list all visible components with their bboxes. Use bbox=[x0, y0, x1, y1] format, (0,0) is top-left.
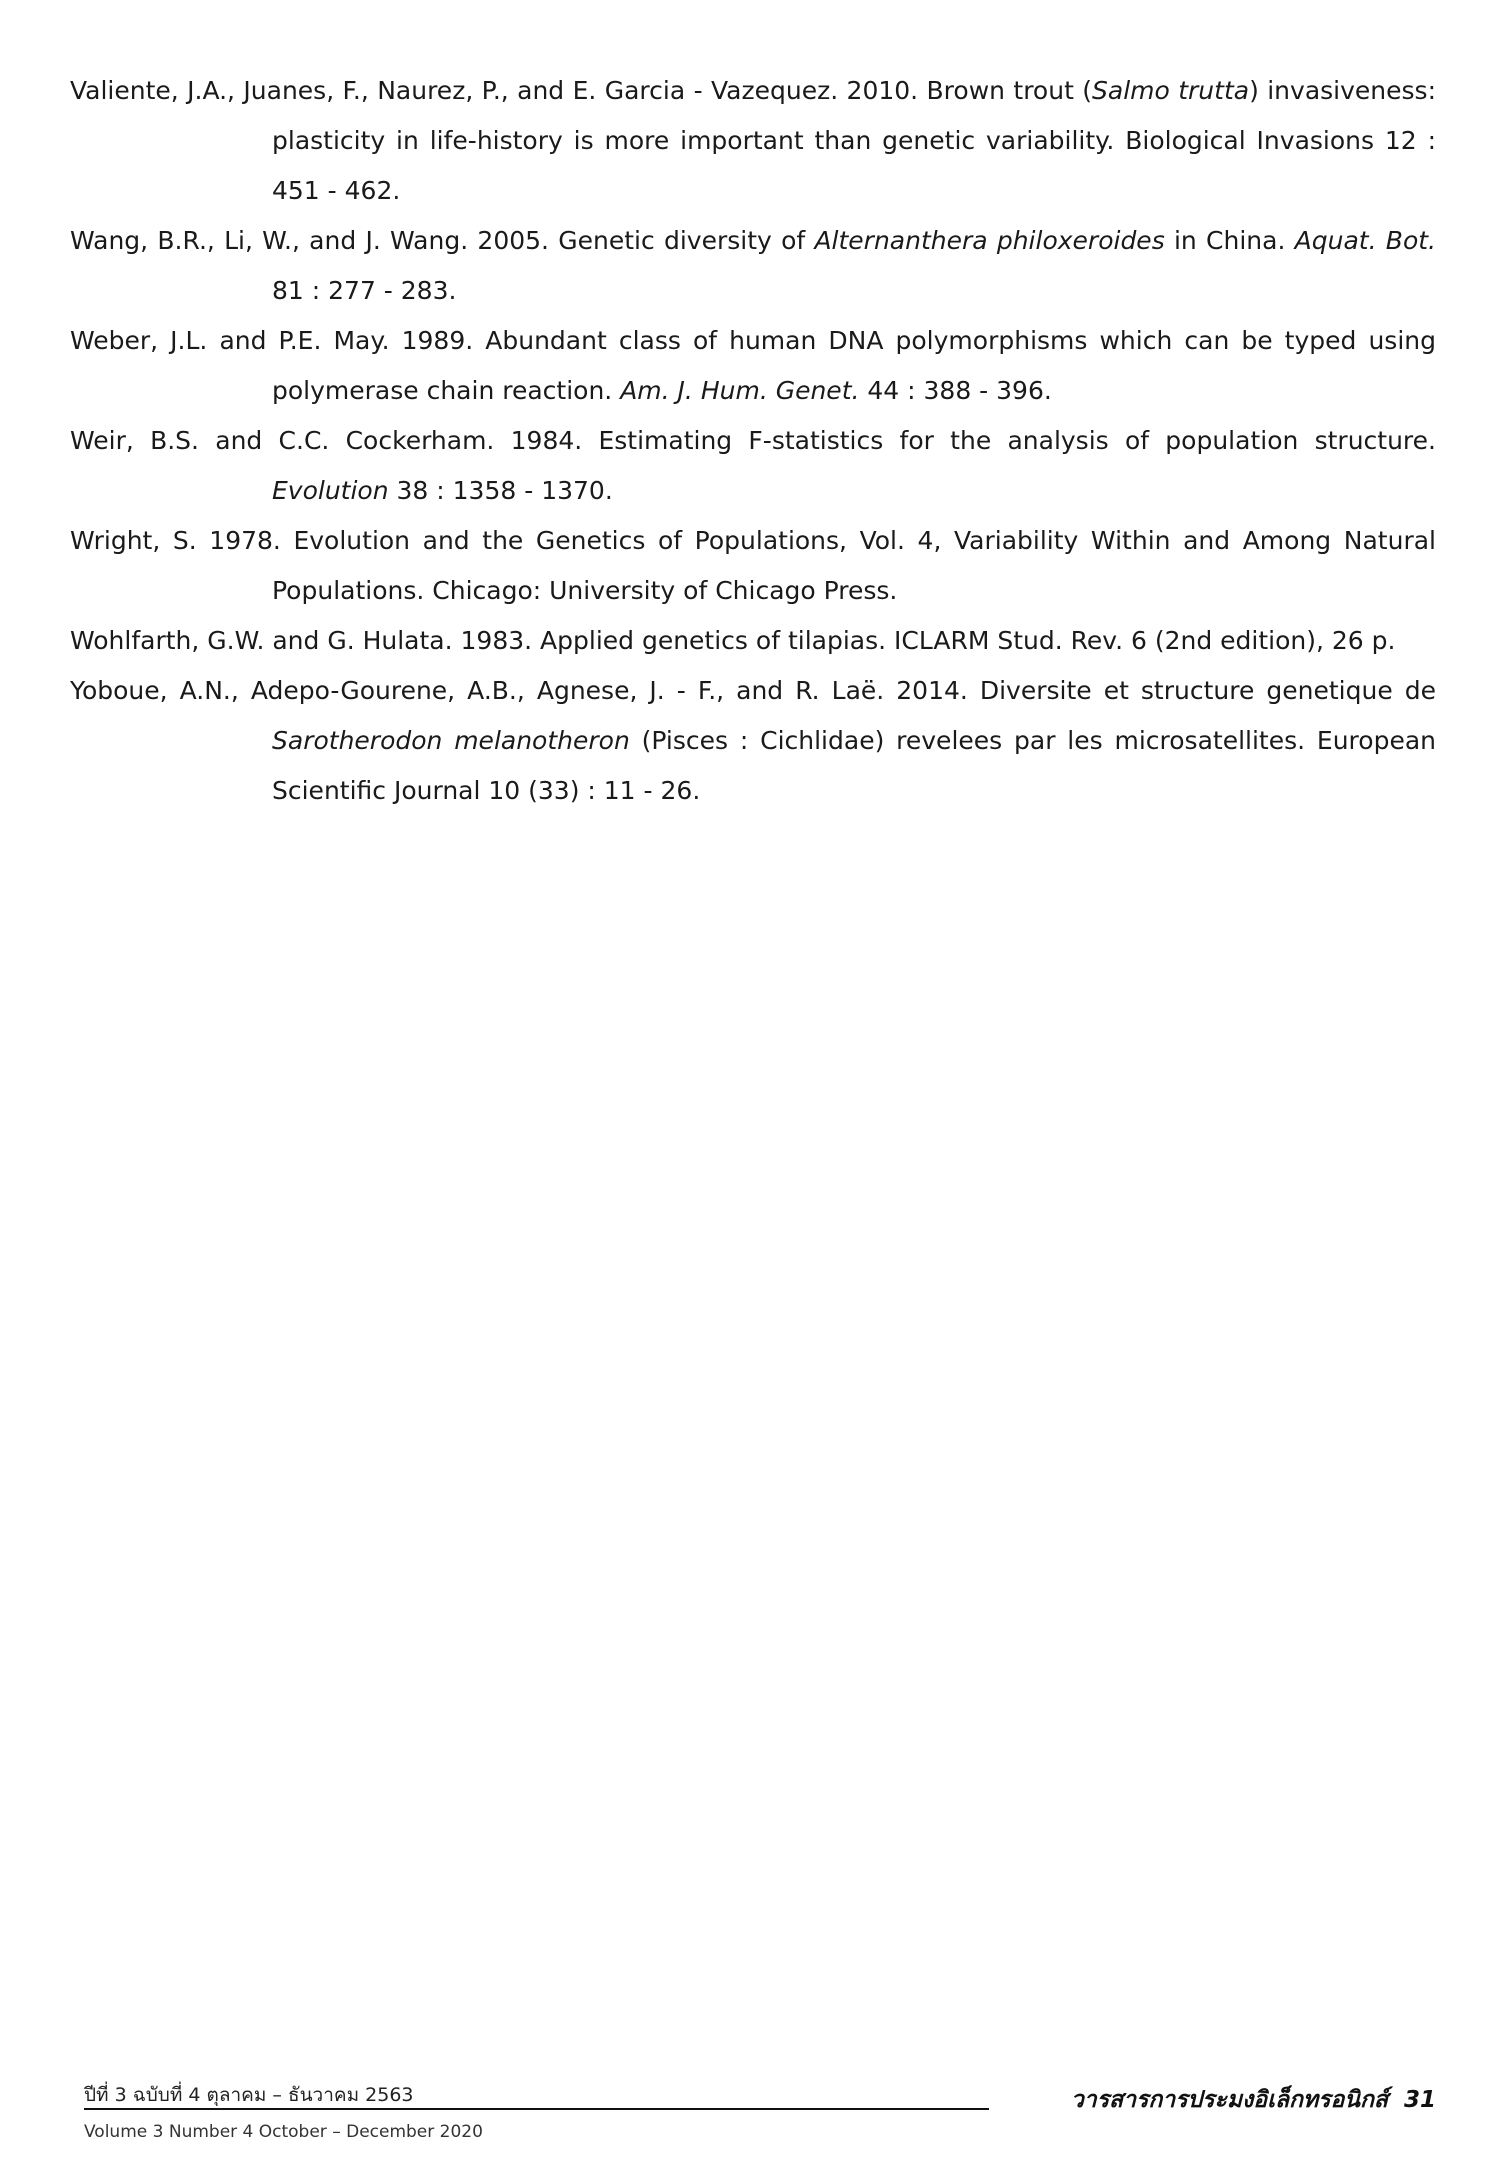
reference-text: in China. bbox=[1164, 226, 1295, 255]
reference-italic-text: Sarotherodon melanotheron bbox=[272, 726, 630, 755]
issue-info-thai: ปีที่ 3 ฉบับที่ 4 ตุลาคม – ธันวาคม 2563 bbox=[84, 2084, 414, 2106]
issue-info-english: Volume 3 Number 4 October – December 2020 bbox=[84, 2122, 483, 2142]
reference-italic-text: Aquat. Bot. bbox=[1294, 226, 1436, 255]
reference-text: Weir, B.S. and C.C. Cockerham. 1984. Estimating F-statistics for the analysis of population structure. bbox=[70, 426, 1436, 455]
reference-text: 38 : 1358 - 1370. bbox=[388, 476, 613, 505]
reference-entry bbox=[70, 316, 1436, 416]
reference-entry bbox=[70, 616, 1436, 666]
journal-name-thai: วารสารการประมงอิเล็กทรอนิกส์ bbox=[1070, 2087, 1388, 2113]
reference-text: Valiente, J.A., Juanes, F., Naurez, P., and E. Garcia - Vazequez. 2010. Brown trout ( bbox=[70, 76, 1093, 105]
reference-italic-text: Alternanthera philoxeroides bbox=[814, 226, 1165, 255]
reference-text: (Pisces : Cichlidae) revelees par les microsatellites. European Scientific Journal 10 (33) : 11 - 26. bbox=[272, 726, 1436, 805]
reference-entry bbox=[70, 216, 1436, 316]
reference-italic-text: Am. J. Hum. Genet. bbox=[620, 376, 860, 405]
reference-text: 81 : 277 - 283. bbox=[272, 276, 457, 305]
reference-text: Wohlfarth, G.W. and G. Hulata. 1983. Applied genetics of tilapias. ICLARM Stud. Rev. 6 (2nd edition), 26 p. bbox=[70, 626, 1396, 655]
reference-italic-text: Evolution bbox=[272, 476, 389, 505]
reference-text: Wright, S. 1978. Evolution and the Genetics of Populations, Vol. 4, Variability Within and Among Natural Populations. Chicago: University of Chicago Press. bbox=[70, 526, 1436, 605]
reference-text: 44 : 388 - 396. bbox=[859, 376, 1052, 405]
page-footer bbox=[84, 2080, 1436, 2160]
reference-entry bbox=[70, 516, 1436, 616]
reference-text: Yoboue, A.N., Adepo-Gourene, A.B., Agnese, J. - F., and R. Laë. 2014. Diversite et structure genetique de bbox=[70, 676, 1436, 705]
reference-list bbox=[70, 66, 1436, 816]
page-number: 31 bbox=[1403, 2087, 1436, 2113]
footer-divider bbox=[84, 2108, 989, 2110]
reference-text: Weber, J.L. and P.E. May. 1989. Abundant class of human DNA polymorphisms which can be typed using polymerase chain reaction. bbox=[70, 326, 1436, 405]
journal-title bbox=[1071, 2082, 1436, 2118]
reference-text: Wang, B.R., Li, W., and J. Wang. 2005. Genetic diversity of bbox=[70, 226, 815, 255]
reference-entry bbox=[70, 416, 1436, 516]
reference-entry bbox=[70, 666, 1436, 816]
reference-entry bbox=[70, 66, 1436, 216]
reference-text: ) invasiveness: plasticity in life-history is more important than genetic variability. Biological Invasions 12 : 451 - 462. bbox=[272, 76, 1436, 205]
reference-italic-text: Salmo trutta bbox=[1092, 76, 1250, 105]
